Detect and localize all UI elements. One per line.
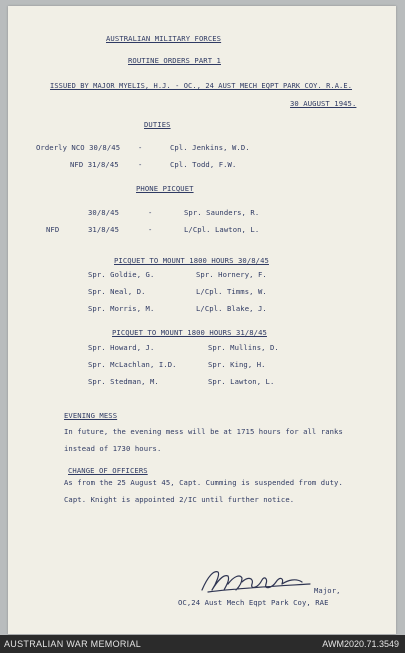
- phone-row-2-prefix: NFD: [46, 225, 60, 234]
- evening-mess-heading: EVENING MESS: [64, 411, 118, 420]
- picquet-31-heading: PICQUET TO MOUNT 1800 HOURS 31/8/45: [112, 328, 267, 337]
- picquet-30-left-2: Spr. Neal, D.: [88, 287, 146, 296]
- header-title: ROUTINE ORDERS PART 1: [128, 56, 221, 65]
- handwritten-signature: [198, 566, 318, 596]
- signatory-unit: OC,24 Aust Mech Eqpt Park Coy, RAE: [178, 598, 329, 607]
- footer-accession-number: AWM2020.71.3549: [322, 639, 399, 649]
- issued-by: ISSUED BY MAJOR MYELIS, H.J. - OC., 24 AUST MECH EQPT PARK COY. R.A.E.: [50, 82, 353, 90]
- evening-mess-line-2: instead of 1730 hours.: [64, 444, 162, 453]
- picquet-31-left-2: Spr. McLachlan, I.D.: [88, 360, 177, 369]
- evening-mess-line-1: In future, the evening mess will be at 1715 hours for all ranks: [64, 427, 343, 436]
- duty-row-2-prefix: NFD 31/8/45: [70, 160, 119, 169]
- picquet-30-heading: PICQUET TO MOUNT 1800 HOURS 30/8/45: [114, 256, 269, 265]
- phone-row-1-date: 30/8/45: [88, 208, 119, 217]
- phone-row-2-name: L/Cpl. Lawton, L.: [184, 225, 260, 234]
- picquet-30-right-2: L/Cpl. Timms, W.: [196, 287, 267, 296]
- phone-row-2-dash: -: [148, 225, 153, 234]
- picquet-30-left-3: Spr. Morris, M.: [88, 304, 155, 313]
- picquet-31-right-2: Spr. King, H.: [208, 360, 266, 369]
- signatory-rank: Major,: [314, 586, 341, 595]
- change-of-officers-heading: CHANGE OF OFFICERS: [68, 466, 148, 475]
- phone-row-2-date: 31/8/45: [88, 225, 119, 234]
- document-page: [8, 6, 396, 634]
- picquet-30-left-1: Spr. Goldie, G.: [88, 270, 155, 279]
- phone-row-1-name: Spr. Saunders, R.: [184, 208, 260, 217]
- change-of-officers-line-2: Capt. Knight is appointed 2/IC until further notice.: [64, 495, 295, 504]
- duty-row-2-dash: -: [138, 160, 143, 169]
- phone-row-1-dash: -: [148, 208, 153, 217]
- change-of-officers-line-1: As from the 25 August 45, Capt. Cumming is suspended from duty.: [64, 478, 343, 487]
- header-org: AUSTRALIAN MILITARY FORCES: [106, 34, 222, 43]
- picquet-31-right-1: Spr. Mullins, D.: [208, 343, 279, 352]
- picquet-30-right-1: Spr. Hornery, F.: [196, 270, 267, 279]
- duties-heading: DUTIES: [144, 120, 171, 129]
- picquet-31-left-1: Spr. Howard, J.: [88, 343, 155, 352]
- phone-picquet-heading: PHONE PICQUET: [136, 184, 194, 193]
- picquet-31-left-3: Spr. Stedman, M.: [88, 377, 159, 386]
- duty-row-1-dash: -: [138, 143, 143, 152]
- order-date: 30 AUGUST 1945.: [290, 99, 357, 108]
- duty-row-2-name: Cpl. Todd, F.W.: [170, 160, 237, 169]
- duty-row-1-prefix: Orderly NCO 30/8/45: [36, 143, 121, 152]
- picquet-31-right-3: Spr. Lawton, L.: [208, 377, 275, 386]
- archive-footer: [0, 635, 405, 653]
- duty-row-1-name: Cpl. Jenkins, W.D.: [170, 143, 250, 152]
- picquet-30-right-3: L/Cpl. Blake, J.: [196, 304, 267, 313]
- footer-archive-name: AUSTRALIAN WAR MEMORIAL: [4, 639, 142, 649]
